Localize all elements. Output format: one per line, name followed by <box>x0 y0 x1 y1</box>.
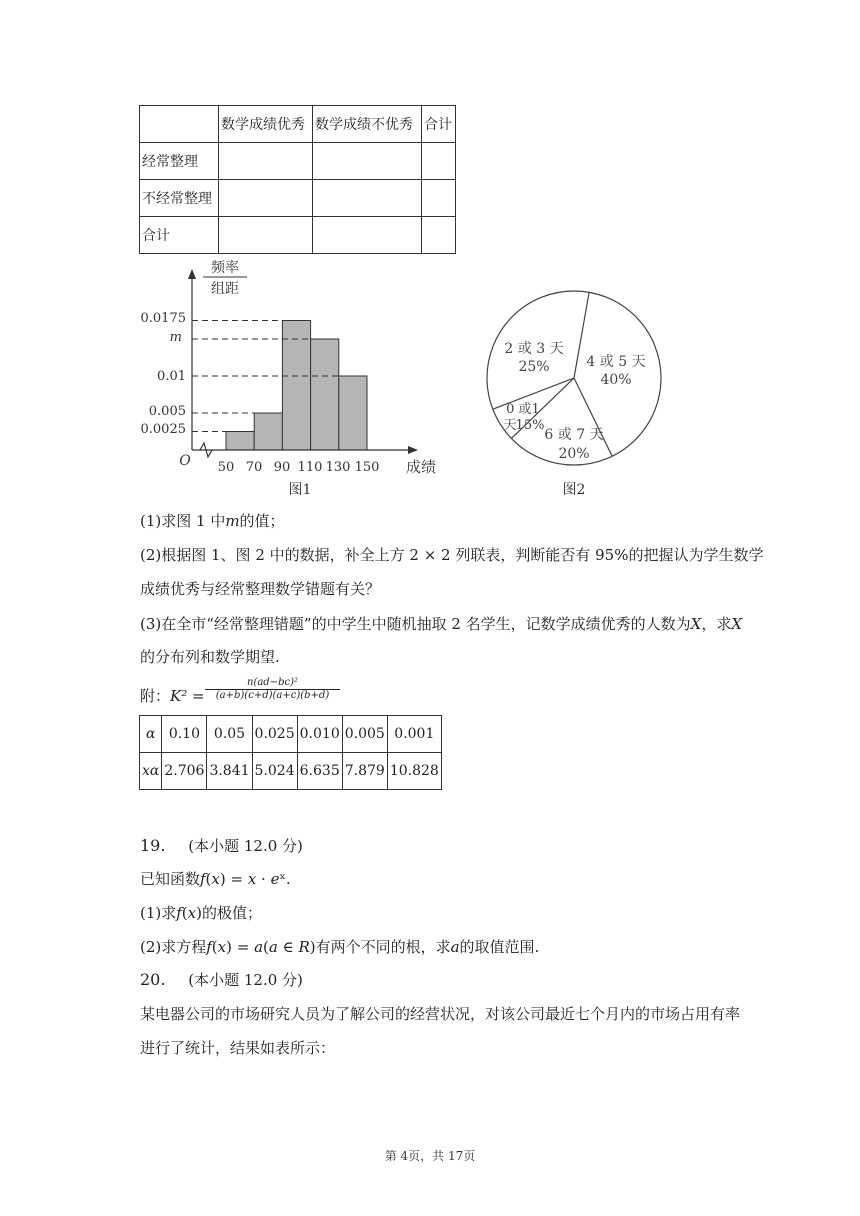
table-cell <box>313 180 422 217</box>
slice-label: 天 <box>503 418 517 433</box>
table-cell: 0.010 <box>297 716 342 753</box>
table-row <box>140 716 442 753</box>
question-number: 19. <box>140 836 166 855</box>
x-tick-label: 90 <box>273 460 291 475</box>
histogram-bar <box>311 339 339 450</box>
page-footer: 第 4页，共 17页 <box>384 1149 476 1163</box>
table-cell: 7.879 <box>342 753 387 790</box>
histogram-bar <box>282 321 310 451</box>
figure-caption: 图1 <box>288 482 312 498</box>
table-cell: 2.706 <box>162 753 207 790</box>
slice-percent: 25% <box>518 359 550 375</box>
formula-fraction <box>205 677 340 701</box>
question-part-3-cont: 的分布列和数学期望. <box>140 648 280 666</box>
table-cell: 0.10 <box>162 716 207 753</box>
question-number: 20. <box>140 970 166 989</box>
table-cell <box>219 180 313 217</box>
slice-label: 0 或1 <box>506 402 540 417</box>
q19-stem: 已知函数𝑓(𝑥) = 𝑥 · 𝑒ˣ. <box>140 870 291 888</box>
table-row <box>140 753 442 790</box>
origin-label: O <box>179 453 191 469</box>
row-label: α <box>140 716 162 753</box>
table-row <box>140 143 456 180</box>
q19-header <box>140 835 303 856</box>
x-tick-label: 150 <box>354 460 380 475</box>
table-row <box>140 217 456 254</box>
table-cell <box>313 217 422 254</box>
x-axis-label: 成绩 <box>405 458 437 476</box>
table-cell: 5.024 <box>252 753 297 790</box>
table-header-row <box>140 106 456 143</box>
x-axis-arrow <box>408 446 418 454</box>
table-header-cell: 合计 <box>422 106 456 143</box>
q19-part-1: (1)求𝑓(𝑥)的极值； <box>140 904 262 922</box>
table-cell: 0.025 <box>252 716 297 753</box>
histogram-bar <box>226 432 254 451</box>
slice-label: 6 或 7 天 <box>544 427 604 443</box>
slice-percent: 15% <box>515 418 545 433</box>
formula-lhs: K² = <box>170 687 205 705</box>
slice-percent: 20% <box>558 446 590 462</box>
y-tick-label: 0.0175 <box>140 311 186 326</box>
slice-percent: 40% <box>600 372 632 388</box>
question-part-2: (2)根据图 1、图 2 中的数据，补全上方 2 × 2 列联表，判断能否有 95%的把握认为学生数学 <box>140 546 764 564</box>
table-cell <box>422 143 456 180</box>
slice-label: 4 或 5 天 <box>586 354 646 370</box>
y-axis-arrow <box>188 269 196 279</box>
figure-caption: 图2 <box>562 482 586 498</box>
formula-denominator: (a+b)(c+d)(a+c)(b+d) <box>215 690 330 701</box>
table-cell: 3.841 <box>207 753 252 790</box>
table-cell <box>219 217 313 254</box>
table-cell: 0.001 <box>387 716 441 753</box>
table-cell <box>422 217 456 254</box>
table-cell <box>219 143 313 180</box>
x-tick-label: 50 <box>217 460 235 475</box>
q20-stem-line-2: 进行了统计，结果如表所示： <box>140 1039 336 1057</box>
table-cell: 10.828 <box>387 753 441 790</box>
question-points: (本小题 12.0 分) <box>188 971 303 989</box>
question-part-2-cont: 成绩优秀与经常整理数学错题有关？ <box>140 580 381 598</box>
table-cell: 6.635 <box>297 753 342 790</box>
table-cell: 0.05 <box>207 716 252 753</box>
x-tick-label: 110 <box>297 460 323 475</box>
q20-header <box>140 969 303 990</box>
formula <box>140 685 205 706</box>
formula-numerator: n(ad−bc)² <box>205 677 340 690</box>
row-label: 经常整理 <box>140 143 219 180</box>
question-part-3: (3)在全市“经常整理错题”的中学生中随机抽取 2 名学生，记数学成绩优秀的人数为𝑋，求𝑋 <box>140 615 743 633</box>
table-row <box>140 180 456 217</box>
slice-label: 2 或 3 天 <box>504 341 564 357</box>
table-header-cell: 数学成绩优秀 <box>219 106 313 143</box>
ylabel-bottom: 组距 <box>211 281 239 297</box>
contingency-table <box>139 105 456 254</box>
row-label: 不经常整理 <box>140 180 219 217</box>
question-part-1: (1)求图 1 中𝑚的值； <box>140 512 285 530</box>
q20-stem-line-1: 某电器公司的市场研究人员为了解公司的经营状况，对该公司最近七个月内的市场占用有率 <box>140 1005 741 1023</box>
histogram-bar <box>339 376 367 450</box>
table-cell: 0.005 <box>342 716 387 753</box>
row-label: 合计 <box>140 217 219 254</box>
row-label: xα <box>140 753 162 790</box>
critical-value-table <box>139 715 442 790</box>
histogram <box>192 321 367 451</box>
y-tick-label-m: m <box>169 330 182 345</box>
table-cell <box>313 143 422 180</box>
histogram-figure <box>130 255 450 505</box>
table-header-cell: 数学成绩不优秀 <box>313 106 422 143</box>
histogram-bar <box>254 413 282 450</box>
q19-part-2: (2)求方程𝑓(𝑥) = 𝑎(𝑎 ∈ 𝑅)有两个不同的根，求𝑎的取值范围. <box>140 938 540 956</box>
ylabel-top: 频率 <box>211 260 239 276</box>
table-header-cell <box>140 106 219 143</box>
x-tick-label: 70 <box>245 460 263 475</box>
y-tick-label: 0.005 <box>148 404 186 419</box>
question-points: (本小题 12.0 分) <box>188 837 303 855</box>
y-tick-label: 0.0025 <box>140 422 186 437</box>
table-cell <box>422 180 456 217</box>
y-tick-label: 0.01 <box>157 369 186 384</box>
pie-figure <box>470 282 670 502</box>
x-tick-label: 130 <box>325 460 351 475</box>
formula-prefix: 附： <box>140 687 171 705</box>
